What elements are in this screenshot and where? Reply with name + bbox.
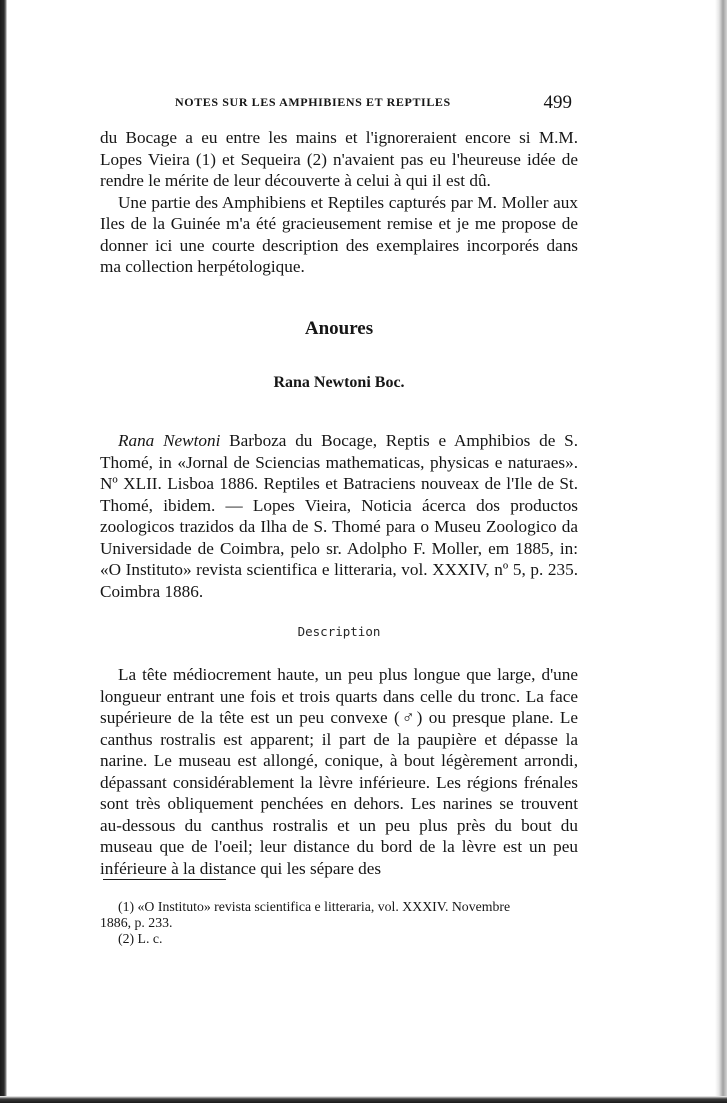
description-paragraph: La tête médiocrement haute, un peu plus longue que large, d'une longueur entrant une fois et trois quarts dans celle du tronc. La face supérieure de la tête est un peu convexe (♂) ou presque plane. Le canthus rostralis est apparent; il part de la paupière et dépasse la narine. Le museau est allongé, conique, à bout légèrement arrondi, dépassant considérablement la lèvre inférieure. Les régions frénales sont très obliquement penchées en dehors. Les narines se trouvent au-dessous du canthus rostralis et un peu plus près du bout du museau que de l'oeil; leur distance du bord de la lèvre est un peu inférieure à la distance qui les sépare des <box>100 665 578 878</box>
intro-paragraph-2: Une partie des Amphibiens et Reptiles capturés par M. Moller aux Iles de la Guinée m'a été gracieusement remise et je me propose de donner ici une courte description des exemplaires incorporés dans ma collection herpétologique. <box>100 192 578 276</box>
description-heading: Description <box>297 624 381 639</box>
footnote-2: (2) L. c. <box>118 931 163 946</box>
synonymy-text: Barboza du Bocage, Reptis e Amphibios de S. Thomé, in «Jornal de Sciencias mathematicas, physicas e naturaes». Nº XLII. Lisboa 1886. Reptiles et Batraciens nouveax de l'Ile de St. Thomé, ibidem. — Lopes Vieira, Noticia ácerca dos productos zoologicos trazidos da Ilha de S. Thomé para o Museu Zoologico da Universidade de Coimbra, pelo sr. Adolpho F. Moller, em 1885, in: «O Instituto» revista scientifica e litteraria, vol. XXXIV, nº 5, p. 235. Coimbra 1886. <box>100 431 578 601</box>
footnote-1: (1) «O Instituto» revista scientifica e litteraria, vol. XXXIV. Novembre <box>118 899 511 914</box>
description-section <box>100 664 578 879</box>
section-heading-anoures: Anoures <box>304 318 374 339</box>
scan-edge-bottom <box>0 1096 727 1103</box>
species-heading: Rana Newtoni Boc. <box>273 374 405 391</box>
synonymy-paragraph <box>100 430 578 602</box>
scan-edge-right <box>715 0 727 1103</box>
page-number: 499 <box>543 92 572 113</box>
synonymy-species-name: Rana Newtoni <box>118 431 221 450</box>
footnote-rule <box>103 879 226 880</box>
intro-paragraph-1: du Bocage a eu entre les mains et l'ignoreraient encore si M.M. Lopes Vieira (1) et Sequeira (2) n'avaient pas eu l'heureuse idée de rendre le mérite de leur découverte à celui à qui il est dû. <box>100 128 578 190</box>
running-title: NOTES SUR LES AMPHIBIENS ET REPTILES <box>175 95 451 109</box>
synonymy-section <box>100 430 578 602</box>
footnotes <box>100 899 578 947</box>
intro-section <box>100 127 578 278</box>
footnote-1-continued: 1886, p. 233. <box>100 915 173 930</box>
scan-edge-left <box>0 0 7 1103</box>
